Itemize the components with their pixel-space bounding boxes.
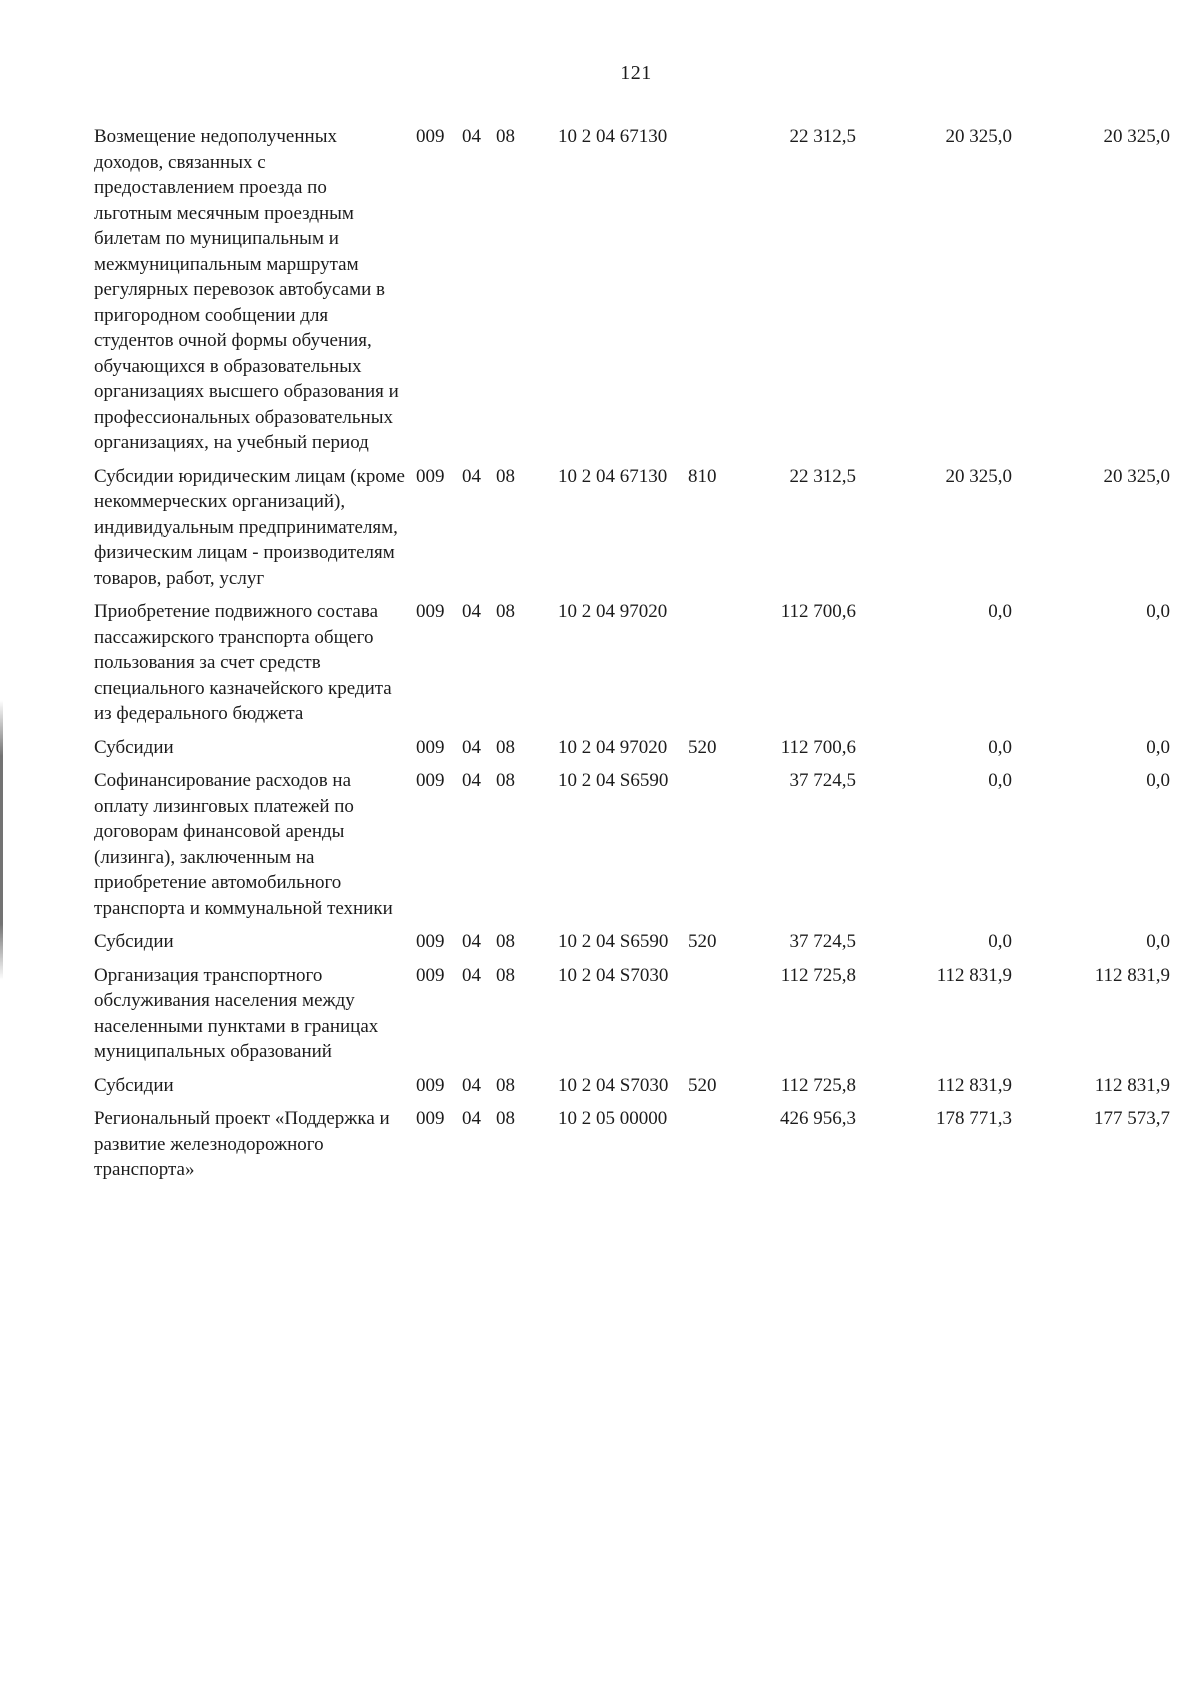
- subsection-code: 08: [496, 465, 515, 487]
- amount-year-1: 37 724,5: [789, 931, 856, 952]
- table-row: [94, 1073, 1174, 1107]
- subsection-code: 08: [496, 601, 515, 622]
- target-article-code: 10 2 04 97020: [558, 601, 668, 622]
- table-row: [94, 124, 1174, 464]
- subsection-code: 08: [496, 964, 515, 986]
- expense-type-code: 520: [688, 931, 717, 952]
- subsection-code: 08: [496, 126, 515, 147]
- table-row: [94, 735, 1174, 769]
- section-code: 04: [462, 736, 481, 758]
- grbs-code: 009: [416, 770, 445, 791]
- amount-year-2: 112 831,9: [936, 1074, 1012, 1096]
- amount-year-1: 37 724,5: [789, 770, 856, 791]
- amount-year-2: 178 771,3: [936, 1108, 1012, 1129]
- grbs-code: 009: [416, 931, 445, 952]
- section-code: 04: [462, 770, 481, 791]
- target-article-code: 10 2 04 S6590: [558, 770, 669, 791]
- target-article-code: 10 2 04 S7030: [558, 1074, 669, 1096]
- amount-year-2: 0,0: [988, 770, 1012, 791]
- expense-type-code: 520: [688, 736, 717, 758]
- amount-year-2: 20 325,0: [945, 126, 1012, 147]
- expense-name: Субсидии: [94, 931, 174, 952]
- expense-type-code: [686, 768, 738, 929]
- section-code: 04: [462, 465, 481, 487]
- target-article-code: 10 2 04 S6590: [558, 931, 669, 952]
- amount-year-3: 0,0: [1146, 736, 1170, 758]
- amount-year-1: 112 700,6: [780, 736, 856, 758]
- subsection-code: 08: [496, 931, 515, 952]
- amount-year-3: 20 325,0: [1103, 126, 1170, 147]
- expense-name: Субсидии: [94, 736, 174, 758]
- target-article-code: 10 2 04 S7030: [558, 964, 669, 986]
- table-row: [94, 768, 1174, 929]
- grbs-code: 009: [416, 736, 445, 758]
- amount-year-2: 0,0: [988, 931, 1012, 952]
- expense-name: Региональный проект «Поддержка и развитие железнодорожного транспорта»: [94, 1108, 390, 1180]
- expense-name: Софинансирование расходов на оплату лизинговых платежей по договорам финансовой аренды (лизинга), заключенным на приобретение автомобильного транспорта и коммунальной техники: [94, 770, 393, 919]
- grbs-code: 009: [416, 126, 445, 147]
- section-code: 04: [462, 964, 481, 986]
- amount-year-3: 112 831,9: [1094, 1074, 1170, 1096]
- target-article-code: 10 2 05 00000: [558, 1108, 668, 1129]
- table-row: [94, 599, 1174, 735]
- table-row: [94, 464, 1174, 600]
- expense-name: Организация транспортного обслуживания населения между населенными пунктами в границах муниципальных образований: [94, 964, 379, 1062]
- section-code: 04: [462, 126, 481, 147]
- grbs-code: 009: [416, 964, 445, 986]
- expense-name: Субсидии: [94, 1074, 174, 1096]
- page-number: 121: [620, 62, 652, 84]
- section-code: 04: [462, 931, 481, 952]
- grbs-code: 009: [416, 1074, 445, 1096]
- expense-type-code: [686, 599, 738, 735]
- section-code: 04: [462, 1074, 481, 1096]
- expense-type-code: 520: [688, 1074, 717, 1096]
- grbs-code: 009: [416, 601, 445, 622]
- amount-year-3: 177 573,7: [1094, 1108, 1170, 1129]
- amount-year-1: 426 956,3: [780, 1108, 856, 1129]
- amount-year-1: 112 725,8: [780, 964, 856, 986]
- section-code: 04: [462, 1108, 481, 1129]
- amount-year-3: 0,0: [1146, 601, 1170, 622]
- amount-year-3: 0,0: [1146, 931, 1170, 952]
- scan-edge-mark: [0, 700, 3, 980]
- target-article-code: 10 2 04 67130: [558, 465, 668, 487]
- grbs-code: 009: [416, 1108, 445, 1129]
- amount-year-1: 112 725,8: [780, 1074, 856, 1096]
- subsection-code: 08: [496, 736, 515, 758]
- amount-year-1: 112 700,6: [780, 601, 856, 622]
- amount-year-1: 22 312,5: [789, 126, 856, 147]
- subsection-code: 08: [496, 1074, 515, 1096]
- amount-year-3: 112 831,9: [1094, 964, 1170, 986]
- amount-year-2: 20 325,0: [945, 465, 1012, 487]
- budget-table: [94, 124, 1174, 1191]
- grbs-code: 009: [416, 465, 445, 487]
- amount-year-2: 0,0: [988, 601, 1012, 622]
- amount-year-2: 0,0: [988, 736, 1012, 758]
- section-code: 04: [462, 601, 481, 622]
- amount-year-3: 20 325,0: [1103, 465, 1170, 487]
- amount-year-3: 0,0: [1146, 770, 1170, 791]
- subsection-code: 08: [496, 770, 515, 791]
- expense-name: Приобретение подвижного состава пассажирского транспорта общего пользования за счет средств специального казначейского кредита из федерального бюджета: [94, 601, 392, 724]
- amount-year-1: 22 312,5: [789, 465, 856, 487]
- table-row: [94, 963, 1174, 1073]
- expense-type-code: [686, 963, 738, 1073]
- expense-type-code: [686, 124, 738, 464]
- table-row: [94, 1106, 1174, 1191]
- expense-type-code: 810: [688, 465, 717, 487]
- amount-year-2: 112 831,9: [936, 964, 1012, 986]
- subsection-code: 08: [496, 1108, 515, 1129]
- expense-type-code: [686, 1106, 738, 1191]
- expense-name: Возмещение недополученных доходов, связанных с предоставлением проезда по льготным месячным проездным билетам по муниципальным и межмуниципальным маршрутам регулярных перевозок автобусами в пригородном сообщении для студентов очной формы обучения, обучающихся в образовательных организациях высшего образования и профессиональных образовательных организациях, на учебный период: [94, 126, 399, 453]
- target-article-code: 10 2 04 67130: [558, 126, 668, 147]
- table-row: [94, 929, 1174, 963]
- expense-name: Субсидии юридическим лицам (кроме некоммерческих организаций), индивидуальным предпринимателям, физическим лицам - производителям товаров, работ, услуг: [94, 465, 405, 589]
- target-article-code: 10 2 04 97020: [558, 736, 668, 758]
